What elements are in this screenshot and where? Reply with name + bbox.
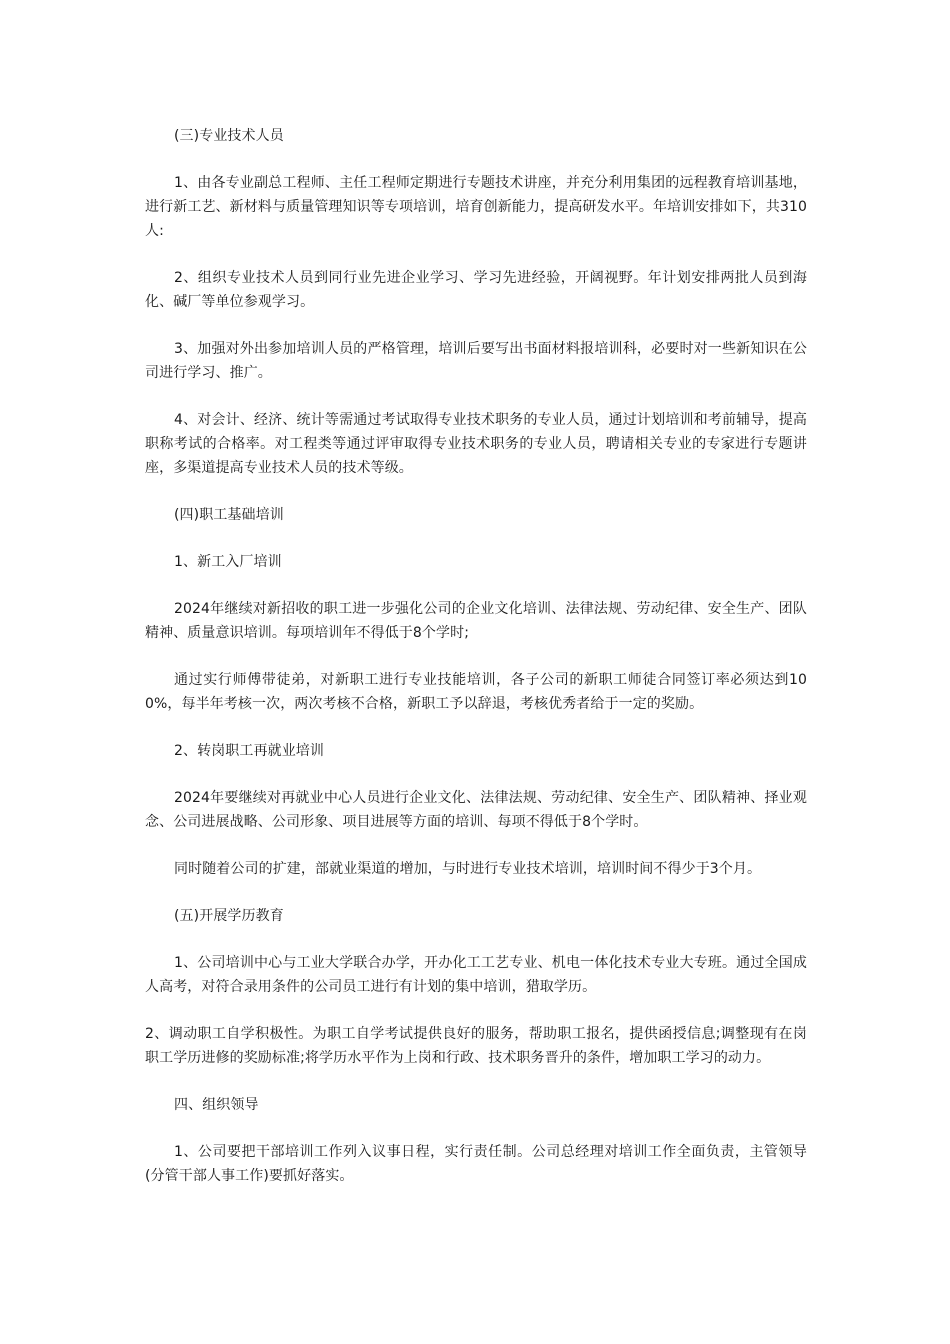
paragraph-culture-training: 2024年继续对新招收的职工进一步强化公司的企业文化培训、法律法规、劳动纪律、安全生产、团队精神、质量意识培训。每项培训年不得低于8个学时; — [145, 601, 807, 641]
paragraph-item-1-technical-lectures: 1、由各专业副总工程师、主任工程师定期进行专题技术讲座，并充分利用集团的远程教育培训基地，进行新工艺、新材料与质量管理知识等专项培训，培育创新能力，提高研发水平。年培训安排如下，共310人: — [145, 175, 807, 239]
paragraph-item-2-peer-learning: 2、组织专业技术人员到同行业先进企业学习、学习先进经验，开阔视野。年计划安排两批人员到海化、碱厂等单位参观学习。 — [145, 270, 807, 310]
subheading-new-employee-training: 1、新工入厂培训 — [174, 554, 282, 570]
paragraph-responsibility-system: 1、公司要把干部培训工作列入议事日程，实行责任制。公司总经理对培训工作全面负责，主管领导(分管干部人事工作)要抓好落实。 — [145, 1144, 807, 1184]
paragraph-item-3-training-management: 3、加强对外出参加培训人员的严格管理，培训后要写出书面材料报培训科，必要时对一些新知识在公司进行学习、推广。 — [145, 341, 807, 381]
paragraph-apprenticeship: 通过实行师傅带徒弟，对新职工进行专业技能培训，各子公司的新职工师徒合同签订率必须达到100%，每半年考核一次，两次考核不合格，新职工予以辞退，考核优秀者给于一定的奖励。 — [145, 672, 807, 712]
paragraph-item-4-professional-exams: 4、对会计、经济、统计等需通过考试取得专业技术职务的专业人员，通过计划培训和考前辅导，提高职称考试的合格率。对工程类等通过评审取得专业技术职务的专业人员，聘请相关专业的专家进行专题讲座，多渠道提高专业技术人员的技术等级。 — [145, 412, 807, 476]
section-heading-professional-staff: (三)专业技术人员 — [174, 128, 284, 144]
paragraph-joint-college: 1、公司培训中心与工业大学联合办学，开办化工工艺专业、机电一体化技术专业大专班。通过全国成人高考，对符合录用条件的公司员工进行有计划的集中培训，猎取学历。 — [145, 955, 807, 995]
paragraph-expansion-training: 同时随着公司的扩建，部就业渠道的增加，与时进行专业技术培训，培训时间不得少于3个月。 — [174, 861, 762, 877]
section-heading-basic-training: (四)职工基础培训 — [174, 507, 284, 523]
paragraph-reemployment-center: 2024年要继续对再就业中心人员进行企业文化、法律法规、劳动纪律、安全生产、团队精神、择业观念、公司进展战略、公司形象、项目进展等方面的培训、每项不得低于8个学时。 — [145, 790, 807, 830]
paragraph-self-study: 2、调动职工自学积极性。为职工自学考试提供良好的服务，帮助职工报名，提供函授信息;调整现有在岗职工学历进修的奖励标准;将学历水平作为上岗和行政、技术职务晋升的条件，增加职工学习的动力。 — [145, 1026, 807, 1066]
section-heading-academic-education: (五)开展学历教育 — [174, 908, 284, 924]
subheading-reemployment-training: 2、转岗职工再就业培训 — [174, 743, 325, 759]
document-body — [145, 124, 807, 1211]
section-heading-organization-leadership: 四、组织领导 — [174, 1097, 259, 1113]
